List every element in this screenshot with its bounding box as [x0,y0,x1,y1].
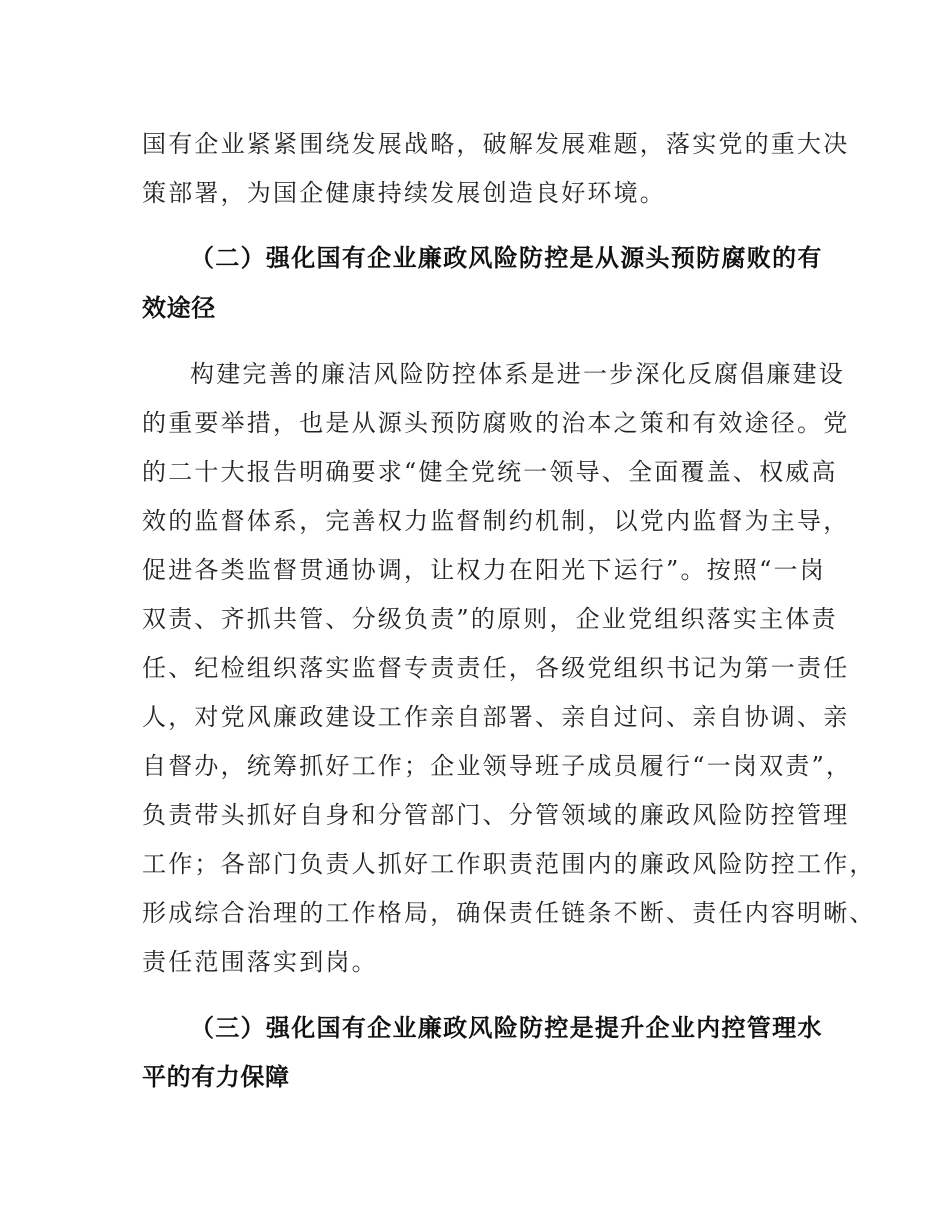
section-two-paragraph-line-13: 责任范围落实到岗。 [142,948,378,976]
section-two-paragraph-line-7: 任、纪检组织落实监督专责责任，各级党组织书记为第一责任 [142,654,850,682]
section-two-paragraph-line-3: 的二十大报告明确要求“健全党统一领导、全面覆盖、权威高 [142,458,838,486]
section-two-paragraph-line-11: 工作；各部门负责人抓好工作职责范围内的廉政风险防控工作， [142,850,876,878]
intro-paragraph-line-2: 策部署，为国企健康持续发展创造良好环境。 [142,179,666,207]
section-two-paragraph-line-8: 人，对党风廉政建设工作亲自部署、亲自过问、亲自协调、亲 [142,703,850,731]
section-two-paragraph-line-1: 构建完善的廉洁风险防控体系是进一步深化反腐倡廉建设 [190,360,845,388]
section-two-paragraph-line-5: 促进各类监督贯通协调，让权力在阳光下运行”。按照“一岗 [142,556,826,584]
section-three-heading-line-2: 平的有力保障 [142,1063,290,1091]
intro-paragraph-line-1: 国有企业紧紧围绕发展战略，破解发展难题，落实党的重大决 [142,130,850,158]
section-three-heading-line-1: （三）强化国有企业廉政风险防控是提升企业内控管理水 [190,1014,822,1042]
section-two-paragraph-line-2: 的重要举措，也是从源头预防腐败的治本之策和有效途径。党 [142,409,850,437]
section-two-paragraph-line-10: 负责带头抓好自身和分管部门、分管领域的廉政风险防控管理 [142,801,850,829]
section-two-paragraph-line-12: 形成综合治理的工作格局，确保责任链条不断、责任内容明晰、 [142,899,876,927]
section-two-heading-line-1: （二）强化国有企业廉政风险防控是从源头预防腐败的有 [190,244,822,272]
section-two-paragraph-line-4: 效的监督体系，完善权力监督制约机制，以党内监督为主导， [142,507,850,535]
section-two-paragraph-line-9: 自督办，统筹抓好工作；企业领导班子成员履行“一岗双责”， [142,752,853,780]
section-two-heading-line-2: 效途径 [142,294,216,322]
section-two-paragraph-line-6: 双责、齐抓共管、分级负责”的原则，企业党组织落实主体责 [142,605,838,633]
